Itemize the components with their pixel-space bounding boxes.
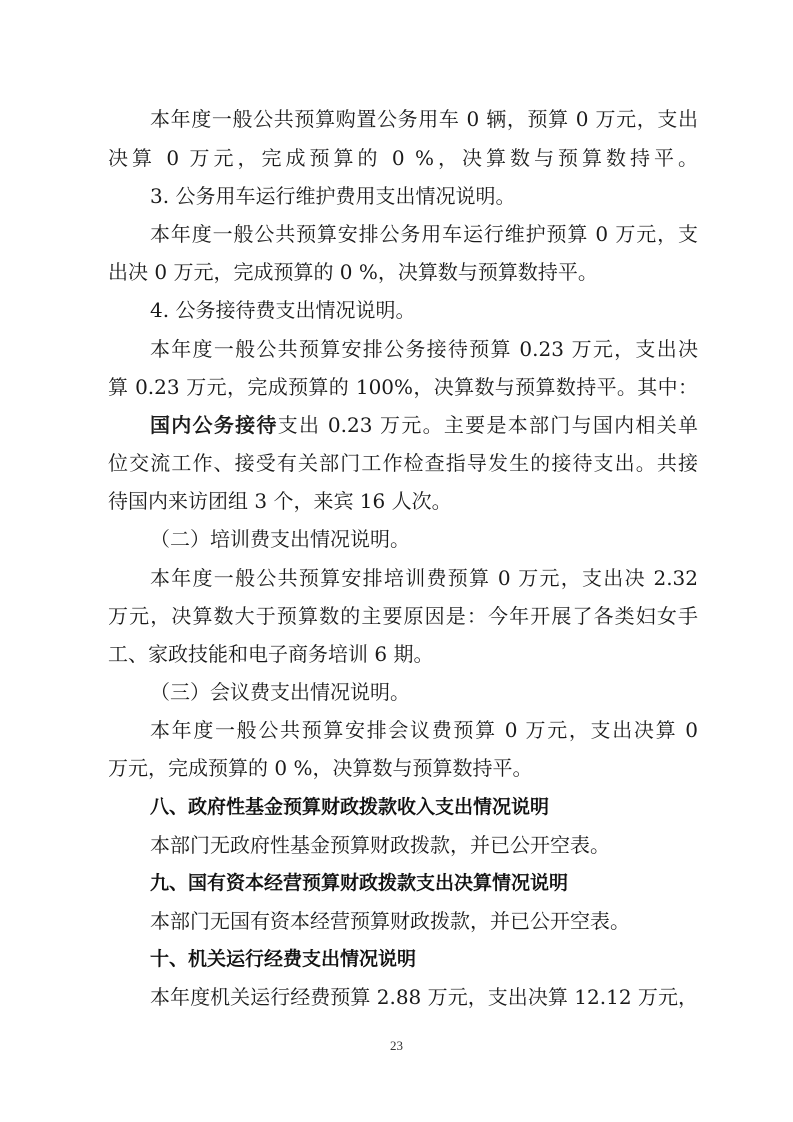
- section-heading: 4. 公务接待费支出情况说明。: [150, 298, 416, 322]
- section-heading: （三）会议费支出情况说明。: [150, 680, 410, 704]
- paragraph-text: 支出 0.23 万元。主要是本部门与国内相关单: [277, 413, 698, 437]
- page-number: 23: [390, 1038, 403, 1053]
- paragraph-line: 算 0.23 万元，完成预算的 100%，决算数与预算数持平。其中：: [108, 375, 698, 399]
- bold-term: 国内公务接待: [150, 413, 278, 437]
- paragraph-line: 本部门无国有资本经营预算财政拨款，并已公开空表。: [150, 909, 630, 933]
- paragraph-line: 工、家政技能和电子商务培训 6 期。: [108, 642, 434, 666]
- paragraph-line: 万元，完成预算的 0 %，决算数与预算数持平。: [108, 756, 533, 780]
- paragraph-line: 本年度一般公共预算安排培训费预算 0 万元，支出决 2.32: [150, 566, 698, 590]
- paragraph-line: 万元，决算数大于预算数的主要原因是：今年开展了各类妇女手: [108, 604, 698, 628]
- paragraph-line: [150, 413, 698, 437]
- paragraph-line: 本年度一般公共预算安排公务接待预算 0.23 万元，支出决: [150, 337, 698, 361]
- paragraph-line: 位交流工作、接受有关部门工作检查指导发生的接待支出。共接: [108, 451, 698, 475]
- paragraph-line: 出决 0 万元，完成预算的 0 %，决算数与预算数持平。: [108, 260, 598, 284]
- paragraph-line: 本年度一般公共预算安排公务用车运行维护预算 0 万元，支: [150, 222, 698, 246]
- paragraph-line: 决算 0 万元，完成预算的 0 %，决算数与预算数持平。: [108, 146, 698, 170]
- chapter-heading: 十、机关运行经费支出情况说明: [150, 948, 417, 970]
- chapter-heading: 九、国有资本经营预算财政拨款支出决算情况说明: [150, 872, 569, 894]
- paragraph-line: 本部门无政府性基金预算财政拨款，并已公开空表。: [150, 833, 610, 857]
- chapter-heading: 八、政府性基金预算财政拨款收入支出情况说明: [150, 796, 550, 818]
- paragraph-line: 本年度一般公共预算安排会议费预算 0 万元，支出决算 0: [150, 718, 698, 742]
- section-heading: （二）培训费支出情况说明。: [150, 527, 410, 551]
- paragraph-line: 本年度机关运行经费预算 2.88 万元，支出决算 12.12 万元，: [150, 985, 698, 1009]
- paragraph-line: 本年度一般公共预算购置公务用车 0 辆，预算 0 万元，支出: [150, 107, 698, 131]
- section-heading: 3. 公务用车运行维护费用支出情况说明。: [150, 184, 516, 208]
- paragraph-line: 待国内来访团组 3 个，来宾 16 人次。: [108, 489, 452, 513]
